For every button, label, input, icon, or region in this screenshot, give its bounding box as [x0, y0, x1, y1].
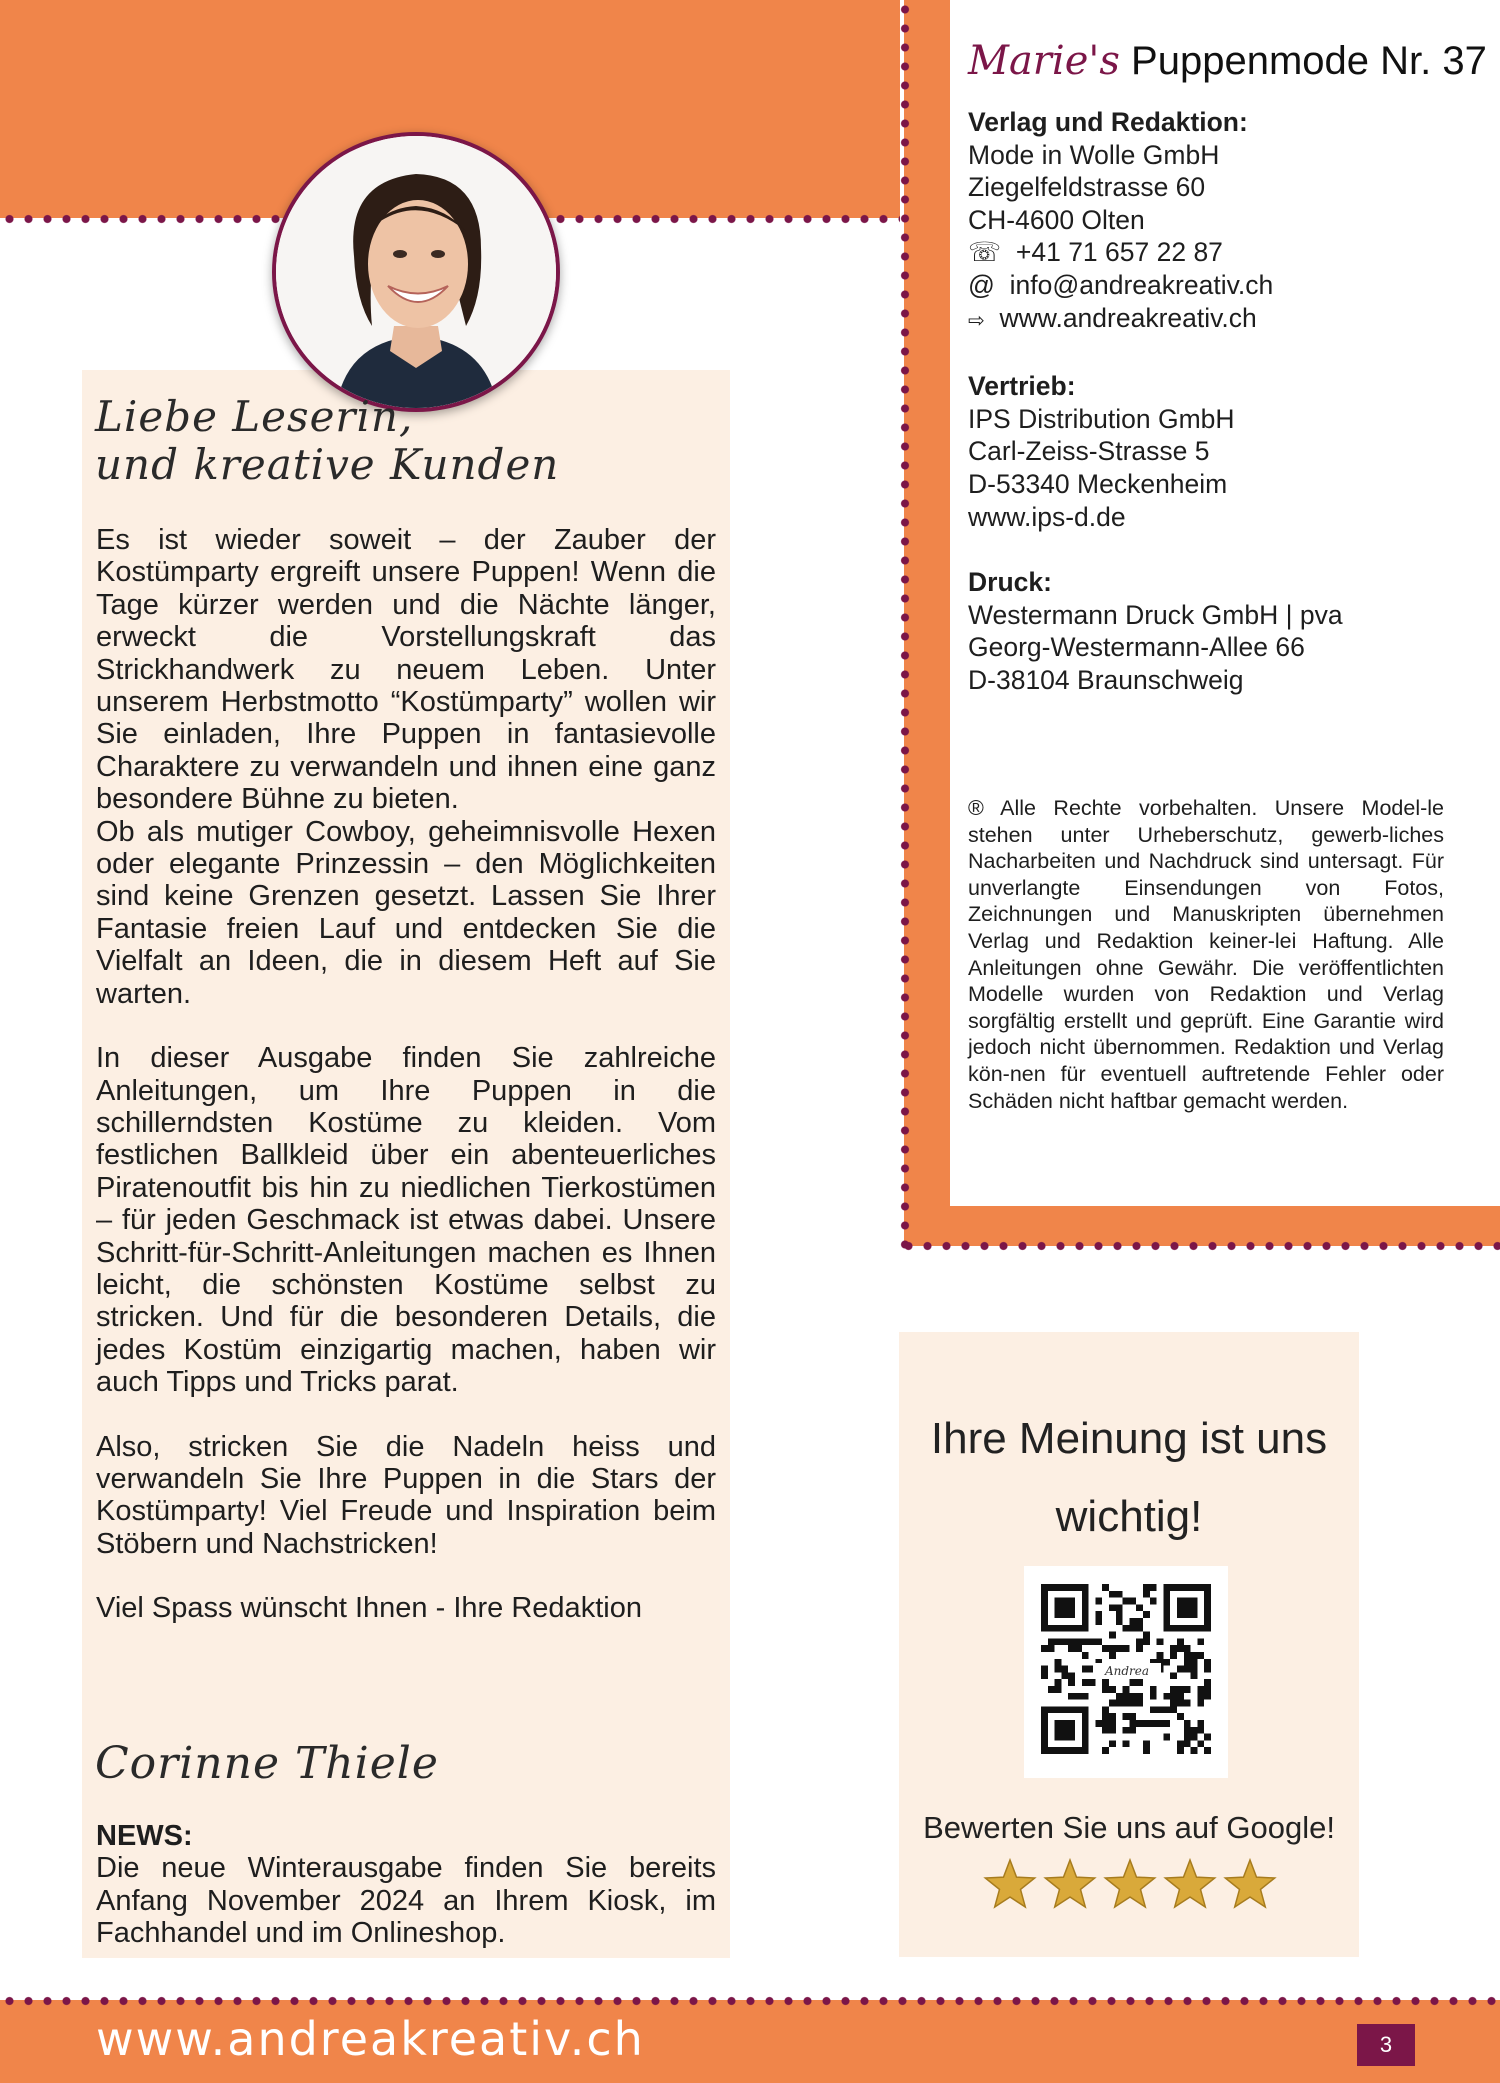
- publisher-email: [968, 269, 1448, 302]
- phone-number: +41 71 657 22 87: [1015, 237, 1223, 268]
- letter-paragraph: In dieser Ausgabe finden Sie zahlreiche Anleitungen, um Ihre Puppen in die schillerndsten Kostüme zu kleiden. Vom festlichen Ballkleid über ein abenteuerliches Piratenoutfit bis hin zu niedlichen Tierkostümen – für jeden Geschmack ist etwas dabei. Unsere Schritt-für-Schritt-Anleitungen machen es Ihnen leicht, die schönsten Kostüme selbst zu stricken. Und für die besonderen Details, die jedes Kostüm einzigartig machen, haben wir auch Tipps und Tricks parat.: [96, 1042, 716, 1399]
- editor-portrait: [272, 132, 560, 412]
- news-text: Die neue Winterausgabe finden Sie bereits Anfang November 2024 an Ihrem Kiosk, im Fachhandel und im Onlineshop.: [96, 1852, 716, 1950]
- print-heading: Druck:: [968, 567, 1052, 598]
- distribution-block: [968, 370, 1448, 533]
- publisher-heading: Verlag und Redaktion:: [968, 107, 1248, 137]
- publisher-phone: [968, 236, 1448, 269]
- arrow-right-icon: ⇨: [968, 309, 985, 332]
- email-icon: @: [968, 269, 995, 300]
- dotted-divider-vertical: [899, 0, 911, 1250]
- phone-icon: ☏: [968, 237, 1002, 268]
- publisher-street: Ziegelfeldstrasse 60: [968, 172, 1206, 203]
- greeting-line-2: und kreative Kunden: [95, 440, 560, 489]
- news-heading: NEWS:: [96, 1820, 193, 1852]
- print-name: Westermann Druck GmbH | pva: [968, 599, 1343, 630]
- star-icon: [1165, 1860, 1214, 1907]
- email-address[interactable]: info@andreakreativ.ch: [1009, 269, 1274, 300]
- portrait-illustration: [276, 136, 556, 408]
- letter-paragraph: Also, stricken Sie die Nadeln heiss und verwandeln Sie Ihre Puppen in die Stars der Kostümparty! Viel Freude und Inspiration beim Stöbern und Nachstricken!: [96, 1430, 716, 1560]
- star-icon: [1045, 1860, 1094, 1907]
- copyright-notice: ® Alle Rechte vorbehalten. Unsere Model-le stehen unter Urheberschutz, gewerb-liches Nacharbeiten und Nachdruck sind untersagt. Für unverlangte Einsendungen von Fotos, Zeichnungen und Manuskripten übernehmen Verlag und Redaktion keiner-lei Haftung. Alle Anleitungen ohne Gewähr. Die veröffentlichten Modelle wurden von Redaktion und Verlag sorgfältig erstellt und geprüft. Eine Garantie wird jedoch nicht übernommen. Redaktion und Verlag kön-nen für eventuell auftretende Fehler oder Schäden nicht haftbar gemacht werden.: [968, 796, 1444, 1113]
- magazine-brand: Marie's: [968, 38, 1120, 84]
- dotted-divider-middle: [899, 1240, 1500, 1252]
- publisher-name: Mode in Wolle GmbH: [968, 139, 1220, 170]
- distribution-website[interactable]: www.ips-d.de: [968, 501, 1126, 532]
- review-title-line-2: wichtig!: [1055, 1492, 1203, 1541]
- print-block: [968, 566, 1448, 696]
- letter-closing: Viel Spass wünscht Ihnen - Ihre Redaktion: [96, 1592, 642, 1625]
- print-city: D-38104 Braunschweig: [968, 664, 1244, 695]
- distribution-city: D-53340 Meckenheim: [968, 468, 1228, 499]
- imprint: [968, 38, 1487, 730]
- dotted-divider-bottom: [0, 1995, 1500, 2007]
- review-title-line-1: Ihre Meinung ist uns: [930, 1414, 1328, 1463]
- rating-stars: [980, 1855, 1280, 1915]
- magazine-issue: Puppenmode Nr. 37: [1119, 39, 1487, 83]
- distribution-heading: Vertrieb:: [968, 371, 1076, 402]
- letter-paragraph: Ob als mutiger Cowboy, geheimnisvolle Hexen oder elegante Prinzessin – den Möglichkeiten sind keine Grenzen gesetzt. Lassen Sie Ihrer Fantasie freien Lauf und entdecken Sie die Vielfalt an Ideen, die in diesem Heft auf Sie warten.: [96, 815, 716, 1010]
- greeting-line-1: Liebe Leserin,: [95, 392, 414, 441]
- star-icon: [985, 1860, 1034, 1907]
- website-link[interactable]: www.andreakreativ.ch: [999, 302, 1257, 333]
- footer-website[interactable]: www.andreakreativ.ch: [96, 2012, 645, 2066]
- distribution-street: Carl-Zeiss-Strasse 5: [968, 436, 1210, 467]
- publisher-city: CH-4600 Olten: [968, 204, 1145, 235]
- publisher-block: [968, 106, 1448, 337]
- qr-logo-label: Andrea: [1093, 1663, 1161, 1679]
- star-icon: [1105, 1860, 1154, 1907]
- distribution-name: IPS Distribution GmbH: [968, 403, 1235, 434]
- editor-signature: Corinne Thiele: [95, 1738, 439, 1789]
- review-title: [899, 1400, 1359, 1556]
- letter-paragraph: Es ist wieder soweit – der Zauber der Kostümparty ergreift unsere Puppen! Wenn die Tage kürzer werden und die Nächte länger, erweckt die Vorstellungskraft das Strickhandwerk zu neuem Leben. Unter unserem Herbstmotto “Kostümparty” wollen wir Sie einladen, Ihre Puppen in fantasievolle Charaktere zu verwandeln und ihnen eine ganz besondere Bühne zu bieten.: [96, 524, 716, 816]
- print-street: Georg-Westermann-Allee 66: [968, 632, 1305, 663]
- star-icon: [1225, 1860, 1274, 1907]
- page-number: 3: [1357, 2024, 1415, 2066]
- google-review-cta[interactable]: Bewerten Sie uns auf Google!: [923, 1810, 1335, 1845]
- publisher-web: [968, 302, 1448, 338]
- letter-body: [96, 524, 716, 1625]
- news-section: [96, 1820, 716, 1950]
- magazine-title: [968, 38, 1487, 84]
